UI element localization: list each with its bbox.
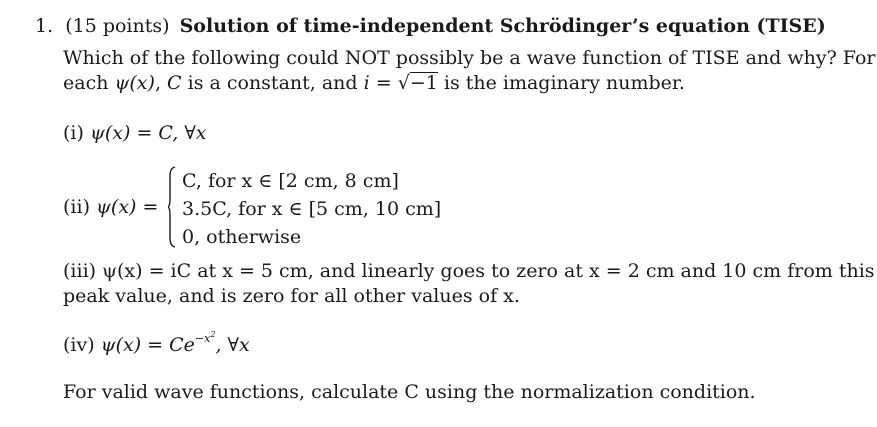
intro-text-b: , bbox=[154, 72, 168, 94]
item-ii-lhs-row bbox=[63, 195, 158, 219]
sqrt-icon: √ bbox=[397, 72, 410, 94]
item-ii-case-2: 3.5C, for x ∈ [5 cm, 10 cm] bbox=[182, 198, 442, 220]
item-iv-exponent bbox=[195, 332, 216, 345]
item-i bbox=[63, 121, 207, 145]
equals-sign: = bbox=[369, 72, 398, 94]
item-i-rhs: = C, ∀x bbox=[130, 122, 207, 144]
intro-text-d: is the imaginary number. bbox=[437, 72, 685, 94]
imaginary-symbol: i bbox=[363, 72, 370, 94]
item-iv-label: (iv) bbox=[63, 334, 101, 356]
item-ii-label: (ii) bbox=[63, 196, 97, 218]
item-iv-forall: , ∀x bbox=[215, 334, 250, 356]
closing-instruction: For valid wave functions, calculate C using the normalization condition. bbox=[63, 381, 756, 403]
item-ii-case-1: C, for x ∈ [2 cm, 8 cm] bbox=[182, 170, 399, 192]
problem-points: (15 points) bbox=[65, 15, 170, 37]
item-iv-exp-base: −x bbox=[194, 332, 211, 345]
item-i-label: (i) bbox=[63, 122, 90, 144]
item-iv-lhs: ψ(x) bbox=[100, 334, 142, 356]
psi-symbol: ψ(x) bbox=[114, 72, 155, 94]
intro-line-1: Which of the following could NOT possibly be a wave function of TISE and why? For bbox=[63, 47, 876, 69]
item-iv-rhs: = Ce bbox=[141, 334, 195, 356]
problem-number: 1. bbox=[35, 15, 54, 37]
item-i-lhs: ψ(x) bbox=[89, 122, 131, 144]
intro-text-c: is a constant, and bbox=[181, 72, 364, 94]
intro-line-2 bbox=[63, 71, 685, 95]
item-iv bbox=[63, 330, 250, 361]
item-ii-eq: = bbox=[136, 196, 159, 218]
left-brace-icon bbox=[168, 166, 176, 248]
item-ii-lhs: ψ(x) bbox=[96, 196, 137, 218]
sqrt-content: −1 bbox=[409, 72, 438, 94]
intro-text-a: each bbox=[63, 72, 115, 94]
item-iii-line-2: peak value, and is zero for all other values of x. bbox=[63, 285, 520, 307]
problem-header bbox=[35, 14, 826, 38]
problem-title: Solution of time-independent Schrödinger’s equation (TISE) bbox=[179, 15, 826, 37]
item-ii-case-3: 0, otherwise bbox=[182, 226, 302, 248]
item-iii-line-1: (iii) ψ(x) = iC at x = 5 cm, and linearly goes to zero at x = 2 cm and 10 cm from this bbox=[63, 260, 875, 282]
constant-symbol: C bbox=[167, 72, 182, 94]
item-iv-exp-power: 2 bbox=[210, 330, 216, 339]
